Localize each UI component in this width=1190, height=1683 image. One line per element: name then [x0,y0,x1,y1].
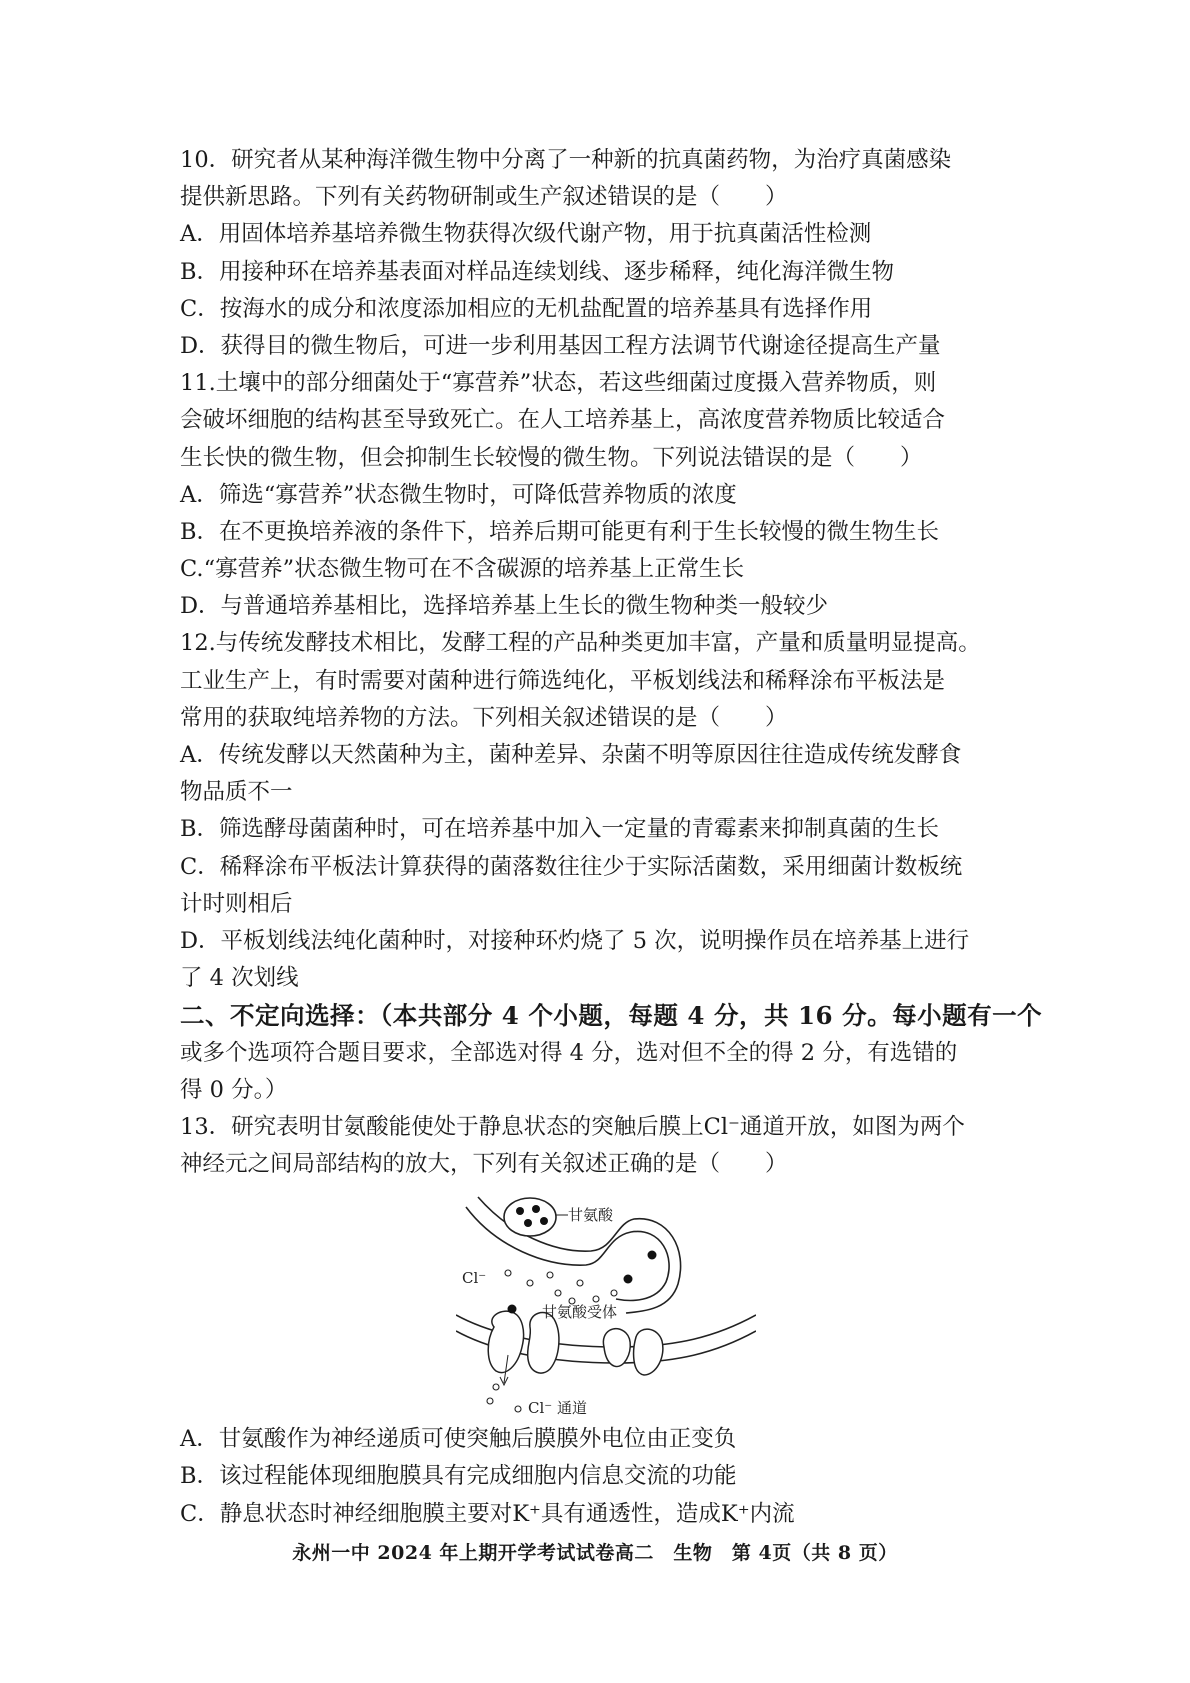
option-a: A．甘氨酸作为神经递质可使突触后膜膜外电位由正变负 [180,1426,737,1453]
glycine-dot [532,1205,540,1213]
synapse-figure [180,1187,1020,1419]
option-a-continued: 物品质不一 [180,779,293,806]
section-instructions: 或多个选项符合题目要求，全部选对得 4 分，选对但不全的得 2 分，有选错的 [180,1039,958,1066]
option-b: B．筛选酵母菌菌种时，可在培养基中加入一定量的青霉素来抑制真菌的生长 [180,816,940,843]
glycine-dot [648,1251,657,1260]
chloride-ion [515,1406,521,1412]
cl-channel-protein [488,1311,523,1372]
option-b: B．在不更换培养液的条件下，培养后期可能更有利于生长较慢的微生物生长 [180,518,940,545]
question-stem: 会破坏细胞的结构甚至导致死亡。在人工培养基上，高浓度营养物质比较适合 [180,407,946,434]
question-11 [180,365,1020,625]
chloride-ion [527,1280,533,1286]
option-d-continued: 了 4 次划线 [180,965,299,992]
question-stem: 12.与传统发酵技术相比，发酵工程的产品种类更加丰富，产量和质量明显提高。 [180,630,981,657]
option-c: C．静息状态时神经细胞膜主要对K⁺具有通透性，造成K⁺内流 [180,1500,795,1527]
glycine-dot [516,1207,524,1215]
question-stem: 10．研究者从某种海洋微生物中分离了一种新的抗真菌药物，为治疗真菌感染 [180,147,952,173]
bound-glycine-dot [508,1305,517,1314]
glycine-receptor-protein [634,1329,663,1375]
glycine-receptor-protein [603,1329,630,1367]
glycine-dot [577,1280,583,1286]
label-cl-channel: Cl⁻ 通道 [528,1399,587,1418]
option-a: A．筛选“寡营养”状态微生物时，可降低营养物质的浓度 [180,481,737,508]
option-b: B．该过程能体现细胞膜具有完成细胞内信息交流的功能 [180,1463,737,1490]
question-stem: 提供新思路。下列有关药物研制或生产叙述错误的是（ ） [180,184,788,211]
label-receptor: 甘氨酸受体 [542,1303,618,1322]
option-b: B．用接种环在培养基表面对样品连续划线、逐步稀释，纯化海洋微生物 [180,258,895,285]
option-d: D．获得目的微生物后，可进一步利用基因工程方法调节代谢途径提高生产量 [180,332,941,359]
option-d: D．平板划线法纯化菌种时，对接种环灼烧了 5 次，说明操作员在培养基上进行 [180,927,970,954]
question-stem: 神经元之间局部结构的放大，下列有关叙述正确的是（ ） [180,1151,788,1178]
chloride-ion [493,1384,499,1390]
label-glycine: 甘氨酸 [568,1206,614,1225]
question-10 [180,142,1020,365]
option-d: D．与普通培养基相比，选择培养基上生长的微生物种类一般较少 [180,593,829,620]
question-13 [180,1109,1020,1533]
cl-channel-protein [528,1313,559,1374]
chloride-ion [611,1290,617,1296]
question-stem: 生长快的微生物，但会抑制生长较慢的微生物。下列说法错误的是（ ） [180,444,923,471]
option-c: C．按海水的成分和浓度添加相应的无机盐配置的培养基具有选择作用 [180,295,873,322]
glycine-dot [524,1219,532,1227]
option-a: A．用固体培养基培养微生物获得次级代谢产物，用于抗真菌活性检测 [180,221,872,248]
synapse-diagram [456,1187,756,1419]
chloride-ion [593,1296,599,1302]
glycine-dot [624,1275,633,1284]
section-instructions: 得 0 分。） [180,1076,288,1103]
question-12 [180,625,1020,997]
option-c: C.“寡营养”状态微生物可在不含碳源的培养基上正常生长 [180,556,745,583]
section-2-header [180,997,1043,1109]
glycine-dot [540,1217,548,1225]
synaptic-vesicle [504,1198,556,1236]
chloride-ion [555,1290,561,1296]
page-content [180,142,1043,1533]
option-a: A．传统发酵以天然菌种为主，菌种差异、杂菌不明等原因往往造成传统发酵食 [180,742,962,768]
option-c: C．稀释涂布平板法计算获得的菌落数往往少于实际活菌数，采用细菌计数板统 [180,853,963,880]
chloride-ion [547,1272,553,1278]
section-instructions [180,997,1043,1034]
section-instructions-text: 二、不定向选择：（本共部分 4 个小题，每题 4 分，共 16 分。每小题有一个 [180,1001,1043,1031]
page-footer: 永州一中 2024 年上期开学考试试卷高二 生物 第 4页（共 8 页） [292,1542,898,1564]
option-c-continued: 计时则相后 [180,890,293,917]
question-stem: 13．研究表明甘氨酸能使处于静息状态的突触后膜上Cl⁻通道开放，如图为两个 [180,1113,965,1140]
question-stem: 11.土壤中的部分细菌处于“寡营养”状态，若这些细菌过度摄入营养物质，则 [180,370,937,397]
question-stem: 工业生产上，有时需要对菌种进行筛选纯化，平板划线法和稀释涂布平板法是 [180,667,946,694]
label-chloride: Cl⁻ [462,1269,487,1288]
question-stem: 常用的获取纯培养物的方法。下列相关叙述错误的是（ ） [180,704,788,731]
chloride-ion [505,1270,511,1276]
chloride-ion [487,1398,493,1404]
